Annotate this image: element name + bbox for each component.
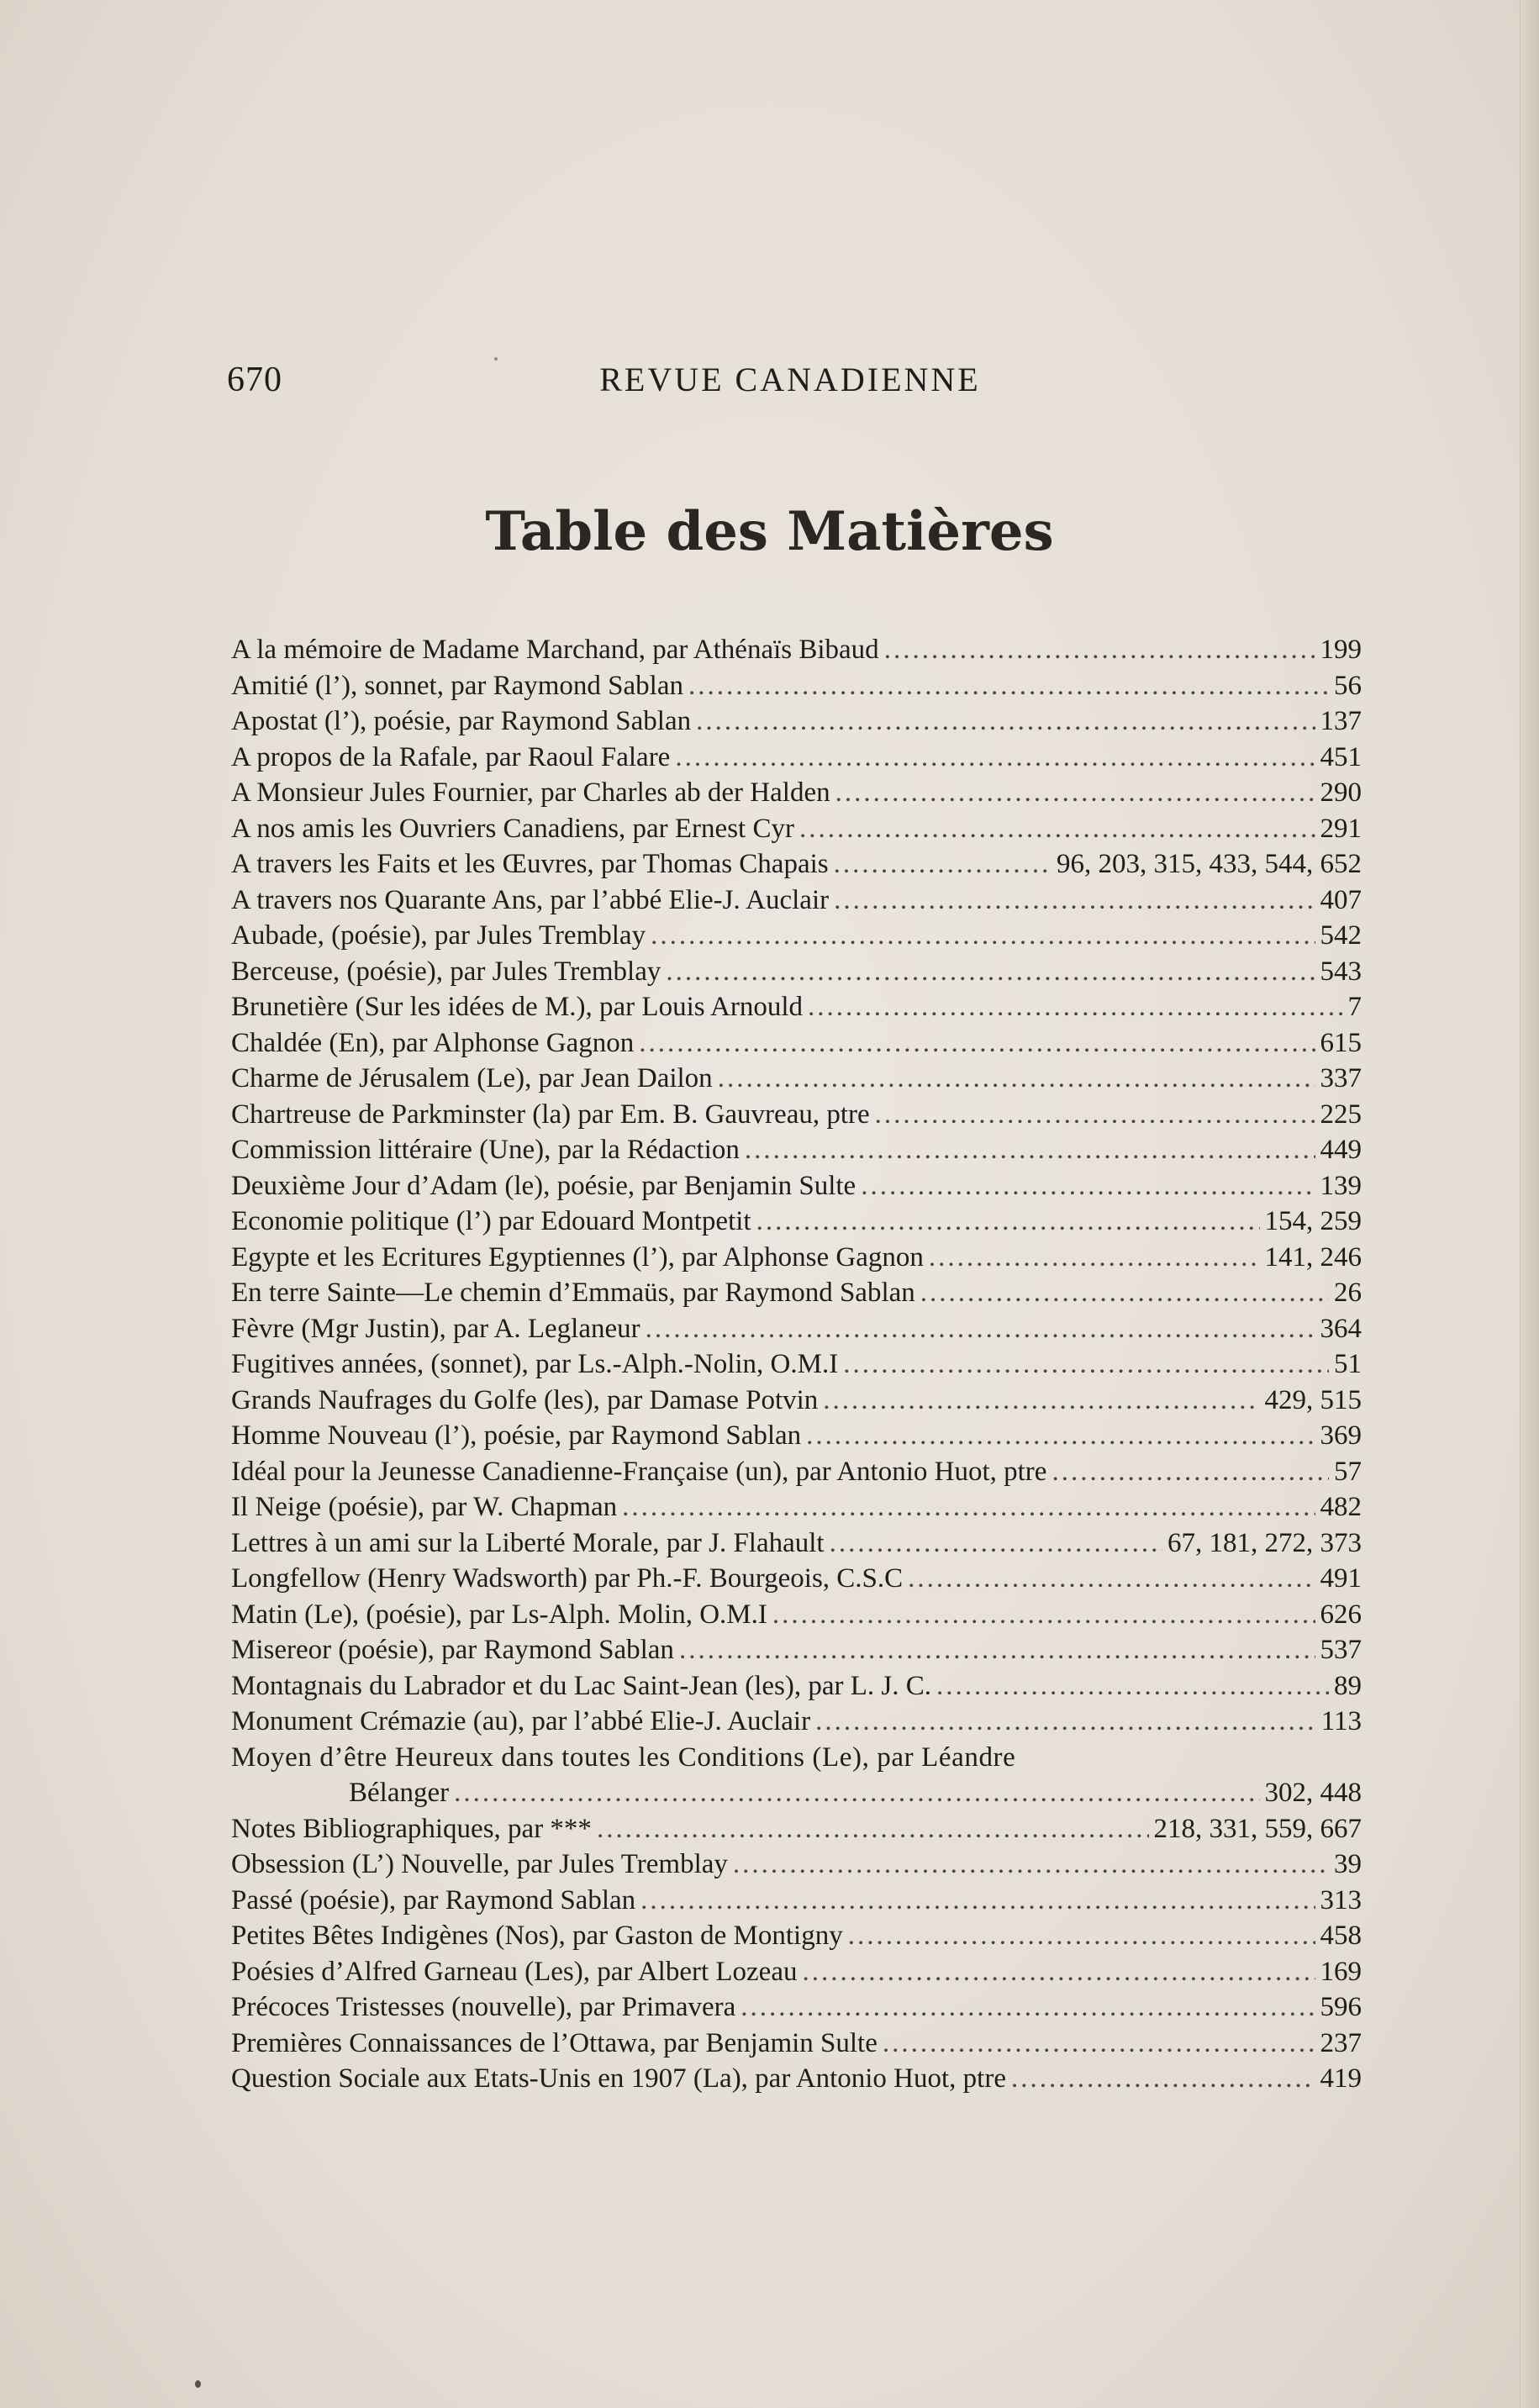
dot-leader (834, 883, 1315, 919)
dot-leader (772, 1597, 1315, 1633)
toc-entry (231, 1775, 1362, 1811)
toc-entry-title: Homme Nouveau (l’), poésie, par Raymond Sablan (231, 1420, 802, 1451)
dot-leader (622, 1489, 1315, 1525)
toc-entry (231, 1561, 1362, 1597)
toc-entry (231, 1704, 1362, 1740)
toc-entry-title: Il Neige (poésie), par W. Chapman (231, 1492, 618, 1522)
toc-entry (231, 954, 1362, 990)
dot-leader (454, 1775, 1259, 1811)
toc-entry-title: Obsession (L’) Nouvelle, par Jules Tremblay (231, 1849, 728, 1879)
toc-entry-title: Berceuse, (poésie), par Jules Tremblay (231, 956, 661, 987)
dot-leader (696, 703, 1315, 740)
toc-entry-title: Longfellow (Henry Wadsworth) par Ph.-F. Bourgeois, C.S.C (231, 1563, 904, 1594)
toc-entry-pages: 449 (1320, 1135, 1362, 1165)
toc-entry (231, 703, 1362, 740)
toc-entry (231, 1954, 1362, 1990)
toc-entry-title: Précoces Tristesses (nouvelle), par Primavera (231, 1992, 736, 2022)
toc-entry-title: En terre Sainte—Le chemin d’Emmaüs, par Raymond Sablan (231, 1278, 915, 1308)
toc-entry-pages: 482 (1320, 1492, 1362, 1522)
toc-entry (231, 1240, 1362, 1276)
toc-entry (231, 1275, 1362, 1311)
toc-entry-pages: 458 (1320, 1921, 1362, 1951)
toc-entry-title: Misereor (poésie), par Raymond Sablan (231, 1635, 674, 1665)
toc-entry (231, 668, 1362, 704)
section-title: Table des Matières (485, 500, 1054, 563)
dot-leader (843, 1346, 1329, 1383)
toc-entry (231, 1061, 1362, 1097)
dot-leader (1011, 2061, 1315, 2097)
toc-entry (231, 1346, 1362, 1383)
dot-leader (920, 1275, 1329, 1311)
toc-entry-pages: 337 (1320, 1063, 1362, 1093)
toc-entry-title: Aubade, (poésie), par Jules Tremblay (231, 920, 646, 951)
toc-entry-title: Brunetière (Sur les idées de M.), par Louis Arnould (231, 992, 804, 1022)
page-edge (1520, 0, 1539, 2408)
dot-leader (756, 1204, 1260, 1240)
dot-leader (745, 1132, 1315, 1168)
dot-leader (835, 775, 1315, 811)
toc-entry (231, 1132, 1362, 1168)
toc-entry-pages: 154, 259 (1264, 1206, 1362, 1236)
toc-entry-pages: 169 (1320, 1956, 1362, 1987)
toc-entry-pages: 7 (1347, 992, 1362, 1022)
toc-entry-title: Grands Naufrages du Golfe (les), par Damase Potvin (231, 1384, 819, 1415)
toc-entry (231, 1097, 1362, 1133)
dot-leader (688, 668, 1329, 704)
dot-leader (1051, 1454, 1329, 1490)
toc-entry-pages: 26 (1334, 1278, 1362, 1308)
toc-entry (231, 846, 1362, 883)
toc-entry-pages: 407 (1320, 884, 1362, 915)
toc-entry (231, 1883, 1362, 1919)
toc-entry (231, 1311, 1362, 1347)
dot-leader (799, 811, 1315, 847)
toc-entry-title: A propos de la Rafale, par Raoul Falare (231, 741, 671, 772)
toc-entry-title: Chartreuse de Parkminster (la) par Em. B. Gauvreau, ptre (231, 1099, 870, 1130)
toc-entry-pages: 291 (1320, 813, 1362, 844)
dot-leader (884, 632, 1315, 668)
dot-leader (806, 1418, 1315, 1454)
toc-entry (231, 1383, 1362, 1419)
dot-leader (823, 1383, 1259, 1419)
dot-leader (815, 1704, 1316, 1740)
toc-entry (231, 918, 1362, 954)
toc-entry-title: Montagnais du Labrador et du Lac Saint-Jean (les), par L. J. C. (231, 1670, 932, 1701)
toc-entry-title: A la mémoire de Madame Marchand, par Athénaïs Bibaud (231, 635, 879, 665)
dot-leader (597, 1811, 1149, 1847)
toc-entry (231, 775, 1362, 811)
toc-entry (231, 811, 1362, 847)
toc-entry (231, 740, 1362, 776)
toc-entry-title: Amitié (l’), sonnet, par Raymond Sablan (231, 670, 683, 701)
dot-leader (908, 1561, 1315, 1597)
toc-entry (231, 1811, 1362, 1847)
toc-entry (231, 2026, 1362, 2062)
toc-entry-title: A travers les Faits et les Œuvres, par Thomas Chapais (231, 849, 829, 879)
toc-entry-title: Fèvre (Mgr Justin), par A. Leglaneur (231, 1313, 640, 1344)
toc-entry (231, 1489, 1362, 1525)
dot-leader (651, 918, 1315, 954)
toc-entry-pages: 543 (1320, 956, 1362, 987)
toc-entry-pages: 89 (1334, 1670, 1362, 1701)
dot-leader (875, 1097, 1315, 1133)
toc-entry-pages: 199 (1320, 635, 1362, 665)
toc-entry-pages: 313 (1320, 1884, 1362, 1915)
toc-entry-title: Chaldée (En), par Alphonse Gagnon (231, 1027, 635, 1058)
toc-entry (231, 1418, 1362, 1454)
toc-entry-pages: 615 (1320, 1027, 1362, 1058)
dot-leader (733, 1847, 1329, 1883)
toc-entry-title: Bélanger (349, 1778, 450, 1808)
toc-entry-pages: 491 (1320, 1563, 1362, 1594)
toc-entry-title: Moyen d’être Heureux dans toutes les Conditions (Le), par Léandre (231, 1741, 1016, 1773)
toc-entry-pages: 290 (1320, 777, 1362, 808)
dot-leader (861, 1168, 1315, 1204)
toc-entry-pages: 57 (1334, 1456, 1362, 1487)
toc-entry-title: A travers nos Quarante Ans, par l’abbé Elie-J. Auclair (231, 884, 830, 915)
toc-entry-title: Premières Connaissances de l’Ottawa, par Benjamin Sulte (231, 2027, 878, 2058)
toc-entry (231, 1454, 1362, 1490)
dot-leader (830, 1525, 1162, 1562)
toc-entry-pages: 419 (1320, 2063, 1362, 2094)
toc-entry-pages: 67, 181, 272, 373 (1167, 1527, 1362, 1558)
toc-entry (231, 1668, 1362, 1705)
toc-entry-title: Lettres à un ami sur la Liberté Morale, par J. Flahault (231, 1527, 825, 1558)
toc-entry (231, 1918, 1362, 1954)
toc-entry-pages: 626 (1320, 1599, 1362, 1630)
dot-leader (675, 740, 1315, 776)
dot-leader (741, 1989, 1315, 2026)
toc-entry (231, 2061, 1362, 2097)
dot-leader (666, 954, 1315, 990)
dot-leader (808, 989, 1342, 1025)
dot-leader (679, 1632, 1315, 1668)
toc-entry-pages: 56 (1334, 670, 1362, 701)
toc-entry (231, 1847, 1362, 1883)
toc-entry-pages: 542 (1320, 920, 1362, 951)
paper-spot (195, 2380, 201, 2388)
toc-entry (231, 989, 1362, 1025)
dot-leader (929, 1240, 1260, 1276)
toc-entry-pages: 364 (1320, 1313, 1362, 1344)
toc-entry-title: Passé (poésie), par Raymond Sablan (231, 1884, 636, 1915)
dot-leader (718, 1061, 1315, 1097)
toc-entry-title: Fugitives années, (sonnet), par Ls.-Alph.-Nolin, O.M.I (231, 1349, 839, 1379)
toc-entry-title: Commission littéraire (Une), par la Rédaction (231, 1135, 740, 1165)
toc-entry (231, 1168, 1362, 1204)
dot-leader (640, 1883, 1315, 1919)
toc-entry-title: Idéal pour la Jeunesse Canadienne-Française (un), par Antonio Huot, ptre (231, 1456, 1047, 1487)
toc-entry-title: A nos amis les Ouvriers Canadiens, par Ernest Cyr (231, 813, 794, 844)
table-of-contents (231, 632, 1362, 2097)
dot-leader (802, 1954, 1315, 1990)
dot-leader (646, 1311, 1315, 1347)
toc-entry-title: Notes Bibliographiques, par *** (231, 1813, 592, 1844)
toc-entry (231, 1025, 1362, 1062)
toc-entry-pages: 137 (1320, 706, 1362, 736)
toc-entry-title: Matin (Le), (poésie), par Ls-Alph. Molin, O.M.I (231, 1599, 767, 1630)
toc-entry-title: Egypte et les Ecritures Egyptiennes (l’), par Alphonse Gagnon (231, 1241, 924, 1272)
toc-entry-title: Deuxième Jour d’Adam (le), poésie, par Benjamin Sulte (231, 1170, 856, 1201)
toc-entry (231, 1525, 1362, 1562)
toc-entry (231, 1597, 1362, 1633)
toc-entry-title: Apostat (l’), poésie, par Raymond Sablan (231, 706, 692, 736)
toc-entry-pages: 302, 448 (1264, 1778, 1362, 1808)
toc-entry-pages: 218, 331, 559, 667 (1153, 1813, 1362, 1844)
toc-entry (231, 1632, 1362, 1668)
dot-leader (936, 1668, 1329, 1705)
page-number: 670 (227, 361, 282, 399)
toc-entry-pages: 39 (1334, 1849, 1362, 1879)
dot-leader (639, 1025, 1315, 1062)
toc-entry-title: A Monsieur Jules Fournier, par Charles ab der Halden (231, 777, 830, 808)
toc-entry-pages: 141, 246 (1264, 1241, 1362, 1272)
toc-entry-title: Charme de Jérusalem (Le), par Jean Dailon (231, 1063, 713, 1093)
toc-entry-title: Monument Crémazie (au), par l’abbé Elie-J. Auclair (231, 1706, 811, 1736)
toc-entry-pages: 139 (1320, 1170, 1362, 1201)
toc-entry-title: Petites Bêtes Indigènes (Nos), par Gaston de Montigny (231, 1921, 843, 1951)
toc-entry-title: Question Sociale aux Etats-Unis en 1907 (La), par Antonio Huot, ptre (231, 2063, 1006, 2094)
toc-entry (231, 883, 1362, 919)
toc-entry-pages: 51 (1334, 1349, 1362, 1379)
running-title: REVUE CANADIENNE (599, 361, 981, 398)
toc-entry-pages: 113 (1320, 1706, 1362, 1736)
toc-entry-pages: 369 (1320, 1420, 1362, 1451)
dot-leader (883, 2026, 1315, 2062)
toc-entry-title: Economie politique (l’) par Edouard Montpetit (231, 1206, 751, 1236)
paper-spot (494, 357, 498, 361)
dot-leader (834, 846, 1051, 883)
toc-entry-pages: 451 (1320, 741, 1362, 772)
toc-entry-pages: 596 (1320, 1992, 1362, 2022)
toc-entry (231, 1989, 1362, 2026)
dot-leader (848, 1918, 1315, 1954)
toc-entry-pages: 429, 515 (1264, 1384, 1362, 1415)
toc-entry-pages: 537 (1320, 1635, 1362, 1665)
toc-entry (231, 1740, 1362, 1776)
toc-entry-pages: 225 (1320, 1099, 1362, 1130)
page-header (227, 360, 1353, 410)
toc-entry-title: Poésies d’Alfred Garneau (Les), par Albert Lozeau (231, 1956, 798, 1987)
toc-entry-pages: 96, 203, 315, 433, 544, 652 (1057, 849, 1362, 879)
toc-entry (231, 632, 1362, 668)
toc-entry-pages: 237 (1320, 2027, 1362, 2058)
toc-entry (231, 1204, 1362, 1240)
